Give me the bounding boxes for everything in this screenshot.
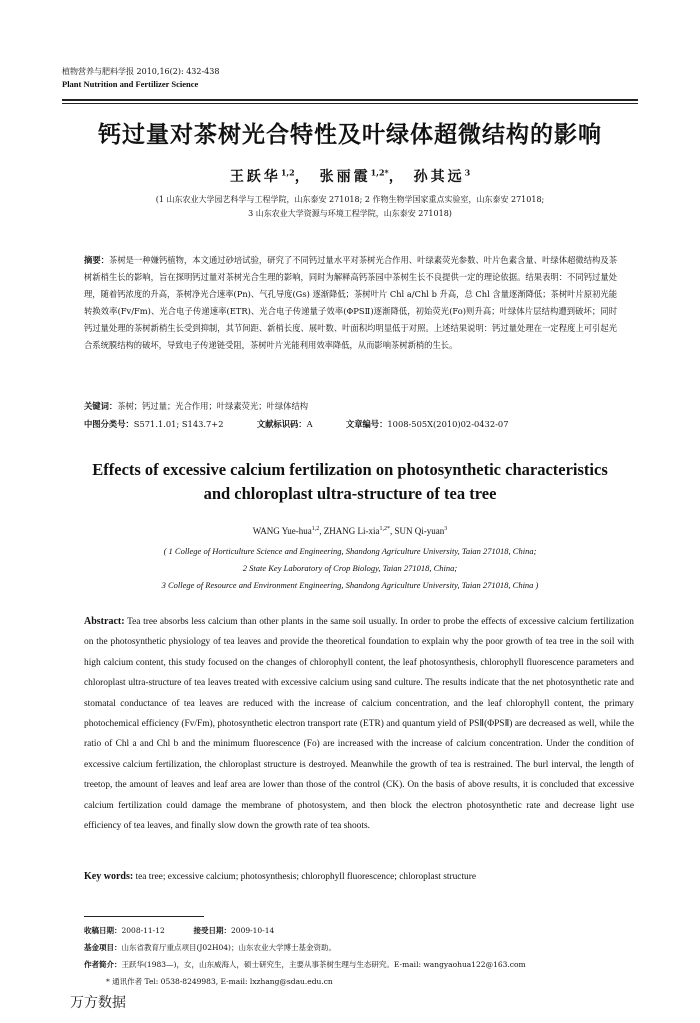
keywords-cn-text: 茶树；钙过量；光合作用；叶绿素荧光；叶绿体结构 [117,401,309,411]
keywords-en-text: tea tree; excessive calcium; photosynthesis; chlorophyll fluorescence; chloroplast structure [135,872,477,882]
abstract-cn [84,252,617,354]
footnote-corresponding: * 通讯作者 Tel: 0538-8249983, E-mail: lxzhang@sdau.edu.cn [106,977,333,986]
affiliation-en-line-1: ( 1 College of Horticulture Science and Engineering, Shandong Agriculture University, Taian 271018, China; [163,546,537,556]
clc-label: 中图分类号： [84,419,134,429]
author-en-1: WANG Yue-hua [252,526,312,536]
title-cn: 钙过量对茶树光合特性及叶绿体超微结构的影响 [98,122,602,148]
author-en-3-sup: 3 [444,526,448,532]
affiliation-cn-line-1: (1 山东农业大学园艺科学与工程学院，山东泰安 271018; 2 作物生物学国家重点实验室，山东泰安 271018; [155,195,545,204]
doc-code-label: 文献标识码： [256,419,307,429]
footnote-fund [84,939,644,956]
author-en-2-sup: 1,2* [379,526,390,532]
fund-label: 基金项目： [84,943,122,952]
footnote-rule [84,916,204,917]
abstract-en-label: Abstract: [84,616,125,627]
affiliation-en-line-2: 2 State Key Laboratory of Crop Biology, Taian 271018, China; [242,563,458,573]
footnotes [84,922,644,990]
journal-name-en: Plant Nutrition and Fertilizer Science [62,79,199,89]
clc-value: S571.1.01; S143.7+2 [133,419,224,429]
classification-cn [84,418,624,430]
doc-code-value: A [306,419,313,429]
affiliation-en-line-3: 3 College of Resource and Environment Engineering, Shandong Agriculture University, Taian 271018, China ) [161,580,539,590]
author-cn-3-sup: 3 [464,167,471,178]
title-en-line-2: and chloroplast ultra-structure of tea tree [203,484,497,503]
author-cn-1: 王跃华 [229,169,281,185]
header-rule [62,99,638,101]
author-cn-sep: ， [388,169,406,185]
fund-value: 山东省教育厅重点项目(J02H04)；山东农业大学博士基金资助。 [121,943,336,952]
received-date: 2008-11-12 [121,926,165,935]
author-en-2: ZHANG Li-xia [323,526,380,536]
author-cn-sep: ， [294,169,312,185]
authors-cn [0,166,700,186]
watermark-logo: 万方数据 [70,995,126,1011]
keywords-cn [84,400,308,412]
author-en-sep: , [389,526,395,536]
author-cn-2: 张丽霞 [319,169,371,185]
affiliations-cn [0,193,700,221]
journal-header [62,66,219,90]
accepted-label: 接受日期： [193,926,232,935]
footnote-dates [84,922,644,939]
affiliations-en [0,543,700,594]
article-number-value: 1008-505X(2010)02-0432-07 [387,419,509,429]
article-number-label: 文章编号： [345,419,388,429]
title-en-line-1: Effects of excessive calcium fertilization on photosynthetic characteristics [92,460,608,479]
abstract-cn-label: 摘要： [84,255,109,265]
author-en-1-sup: 1,2 [311,526,320,532]
author-bio-label: 作者简介： [84,960,122,969]
keywords-en-label: Key words: [84,871,134,882]
footnote-author [84,956,644,973]
author-cn-1-sup: 1,2 [280,167,295,178]
author-en-sep: , [319,526,324,536]
keywords-cn-label: 关键词： [84,401,118,411]
abstract-en [84,612,634,836]
author-bio-value: 王跃华(1983—)，女，山东威海人，硕士研究生，主要从事茶树生理与生态研究。E-mail: wangyaohua122@163.com [121,960,526,969]
received-label: 收稿日期： [84,926,122,935]
accepted-date: 2009-10-14 [231,926,275,935]
abstract-cn-text: 茶树是一种嫌钙植物，本文通过砂培试验，研究了不同钙过量水平对茶树光合作用、叶绿素荧光参数、叶片色素含量、叶绿体超微结构及茶树新梢生长的影响，旨在探明钙过量对茶树光合生理的影响，同时为解释高钙茶园中茶树生长不良提供一定的理论依据。结果表明：不同钙过量处理，随着钙浓度的升高，茶树净光合速率(Pn)、气孔导度(Gs) 逐渐降低；茶树叶片 Chl a/Chl b 升高，总 Chl 含量逐渐降低；茶树叶片原初光能转换效率(Fv/Fm)、光合电子传递速率(ETR)、光合电子传递量子效率(ΦPSⅡ)逐渐降低，初始荧光(Fo)则升高；叶绿体片层结构遭到破坏；同时钙过量处理的茶树新梢生长受到抑制，其节间距、新梢长度、展叶数、叶面积均明显低于对照。上述结果说明：钙过量处理在一定程度上可引起光合系统膜结构的破坏，导致电子传递链受阻，茶树叶片光能利用效率降低，从而影响茶树新梢的生长。 [84,255,617,350]
author-cn-2-sup: 1,2* [370,167,389,178]
author-en-3: SUN Qi-yuan [394,526,445,536]
abstract-en-text: Tea tree absorbs less calcium than other plants in the same soil usually. In order to probe the effects of excessive calcium fertilization on the photosynthetic physiology of tea leaves and provide the theoretical foundation to explain why the poor growth of tea tree in the soil with high calcium content, this study focused on the changes of chlorophyll content, the leaf photosynthesis, chlorophyll fluorescence parameters and chloroplast ultra-structure of tea leaves treated with excessive calcium using sand culture. The results indicate that the net photosynthetic rate and stomatal conductance of tea leaves are reduced with the increase of calcium concentration, and the leaf chlorophyll content, the primary photochemical efficiency (Fv/Fm), photosynthetic electron transport rate (ETR) and quantum yield of PSⅡ(ΦPSⅡ) are decreased as well, while the ratio of Chl a and Chl b and the minimum fluorescence (Fo) are increased with the increase of calcium concentration. Under the condition of excessive calcium fertilization, the chloroplast structure is destroyed. Meanwhile the growth of tea is restrained. The burl interval, the length of treetop, the amount of leaves and leaf area are lower than those of the control (CK). On the basis of above results, it is concluded that excessive calcium fertilization could damage the membrane of photosystem, and then block the electron photosynthetic rate and decrease light use efficiency of tea leaves, and finally slow down the growth rate of tea shoots. [84,617,634,832]
authors-en [0,526,700,536]
author-cn-3: 孙其远 [413,169,465,185]
journal-citation-cn: 植物营养与肥料学报 2010,16(2): 432-438 [62,67,220,76]
affiliation-cn-line-2: 3 山东农业大学资源与环境工程学院，山东泰安 271018) [248,209,452,218]
header-rule-thin [62,103,638,104]
keywords-en [84,871,476,882]
title-en [0,458,700,506]
